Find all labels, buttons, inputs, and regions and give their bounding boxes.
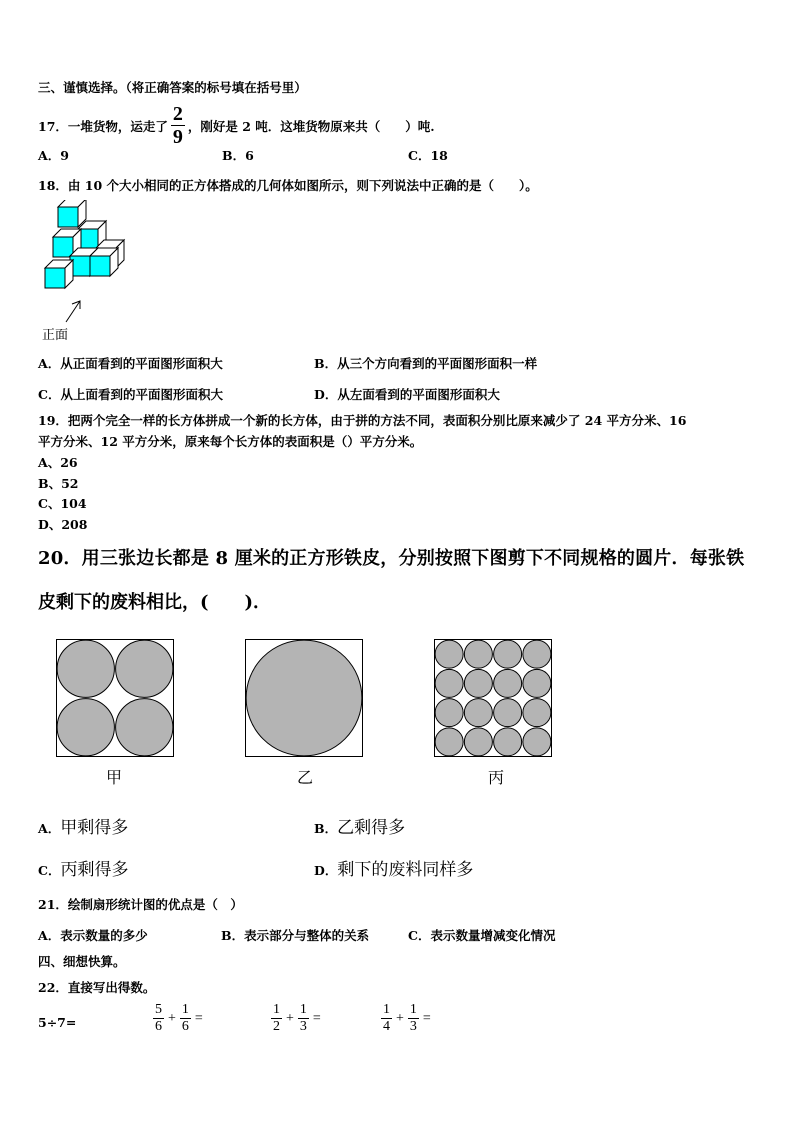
cut-circle <box>435 640 463 668</box>
q20-figure-yi <box>245 639 363 757</box>
q17-option-a: A．9 <box>38 148 69 163</box>
q20-option-a-text: 甲剩得多 <box>60 818 129 838</box>
num: 5 <box>155 1002 162 1017</box>
plus-op: + <box>168 1010 176 1026</box>
frac-5-6 <box>153 1003 164 1034</box>
den: 3 <box>299 1019 307 1034</box>
q20-figure-bing <box>434 639 552 757</box>
cut-circle <box>464 699 492 727</box>
num: 1 <box>181 1002 189 1017</box>
frac-1-3 <box>298 1003 309 1034</box>
cut-circle <box>57 699 114 756</box>
q20-label-yi: 乙 <box>297 768 314 787</box>
equals-op: = <box>194 1010 203 1026</box>
q19-option-b: B、52 <box>38 476 79 491</box>
num: 1 <box>383 1002 390 1017</box>
q17-frac-num: 2 <box>172 103 183 125</box>
cube-front-face <box>58 207 78 227</box>
q19-line2: 平方分米、12 平方分米，原来每个长方体的表面积是（）平方分米。 <box>38 434 423 449</box>
den: 2 <box>273 1019 280 1034</box>
cut-circle <box>246 640 362 756</box>
q20-option-d-text: 剩下的废料同样多 <box>337 860 474 880</box>
cube-front-face <box>45 268 65 288</box>
num: 1 <box>409 1002 417 1017</box>
den: 4 <box>383 1019 390 1034</box>
q20-option-c-text: 丙剩得多 <box>60 860 129 880</box>
q20-option-b <box>314 813 405 838</box>
cut-circle <box>435 728 463 756</box>
q17-option-b: B．6 <box>222 148 254 163</box>
den: 6 <box>155 1019 162 1034</box>
q19-line1: 19．把两个完全一样的长方体拼成一个新的长方体，由于拼的方法不同，表面积分别比原来减少了 24 平方分米、16 <box>38 413 687 428</box>
q18-option-c: C．从上面看到的平面图形面积大 <box>38 387 223 402</box>
q17-frac-den: 9 <box>172 126 183 148</box>
q20-option-c <box>38 855 128 880</box>
cut-circle <box>523 669 551 697</box>
frac-1-2 <box>271 1003 282 1034</box>
q21-option-b: B．表示部分与整体的关系 <box>221 928 370 943</box>
q18-cube-figure <box>40 200 140 325</box>
cut-circle <box>464 669 492 697</box>
q22-stem: 22．直接写出得数。 <box>38 980 156 995</box>
q18-option-d: D．从左面看到的平面图形面积大 <box>314 387 500 402</box>
frac-1-4 <box>381 1003 392 1034</box>
cut-circle <box>494 728 522 756</box>
equals-op: = <box>312 1010 321 1026</box>
num: 1 <box>299 1002 307 1017</box>
q20-figure-jia <box>56 639 174 757</box>
q19-option-d: D、208 <box>38 517 88 532</box>
den: 6 <box>181 1019 189 1034</box>
cut-circle <box>435 699 463 727</box>
cut-circle <box>57 640 114 697</box>
cut-circle <box>523 640 551 668</box>
q22-item-4 <box>378 1003 432 1034</box>
cube-front-face <box>53 237 73 257</box>
section3-title: 三、谨慎选择。（将正确答案的标号填在括号里） <box>38 80 307 95</box>
q17-pre: 17．一堆货物，运走了 <box>38 118 168 134</box>
frac-1-3 <box>408 1003 419 1034</box>
q17-post: ，刚好是 2 吨．这堆货物原来共（ ）吨. <box>187 118 435 134</box>
cut-circle <box>464 640 492 668</box>
q18-option-a: A．从正面看到的平面图形面积大 <box>38 356 223 371</box>
num: 1 <box>273 1002 280 1017</box>
q18-figure-label: 正面 <box>42 328 69 343</box>
q17-stem <box>38 104 435 147</box>
q20-label-jia: 甲 <box>106 768 123 787</box>
q18-stem: 18．由 10 个大小相同的正方体搭成的几何体如图所示，则下列说法中正确的是（ ）。 <box>38 178 538 193</box>
cut-circle <box>523 728 551 756</box>
q17-fraction <box>171 104 185 147</box>
cut-circle <box>116 640 173 697</box>
q20-option-c-letter: C． <box>38 863 61 878</box>
q21-option-a: A．表示数量的多少 <box>38 928 148 943</box>
cut-circle <box>494 640 522 668</box>
q20-option-b-letter: B． <box>314 821 338 836</box>
q21-option-c: C．表示数量增减变化情况 <box>408 928 556 943</box>
q20-option-a-letter: A． <box>38 821 61 836</box>
den: 3 <box>409 1019 417 1034</box>
cut-circle <box>116 699 173 756</box>
q21-stem: 21．绘制扇形统计图的优点是（ ） <box>38 897 243 912</box>
cut-circle <box>523 699 551 727</box>
q20-option-a <box>38 813 128 838</box>
equals-op: = <box>422 1010 431 1026</box>
cut-circle <box>494 699 522 727</box>
cut-circle <box>435 669 463 697</box>
q19-option-a: A、26 <box>38 455 78 470</box>
q20-option-d-letter: D． <box>314 863 338 878</box>
q20-line2: 皮剩下的废料相比，( )． <box>38 592 272 613</box>
q20-option-b-text: 乙剩得多 <box>337 818 406 838</box>
cut-circle <box>494 669 522 697</box>
q20-label-bing: 丙 <box>488 768 505 787</box>
q20-option-d <box>314 855 473 880</box>
q19-option-c: C、104 <box>38 496 87 511</box>
q17-option-c: C．18 <box>408 148 448 163</box>
cube-front-face <box>90 256 110 276</box>
frac-1-6 <box>180 1003 191 1034</box>
q22-item-1: 5÷7= <box>38 1015 77 1030</box>
plus-op: + <box>396 1010 404 1026</box>
q22-item-2 <box>150 1003 204 1034</box>
q20-line1: 20．用三张边长都是 8 厘米的正方形铁皮，分别按照下图剪下不同规格的圆片．每张铁 <box>38 548 745 569</box>
section4-title: 四、细想快算。 <box>38 954 126 969</box>
cut-circle <box>464 728 492 756</box>
plus-op: + <box>286 1010 294 1026</box>
q18-option-b: B．从三个方向看到的平面图形面积一样 <box>314 356 538 371</box>
q22-item-3 <box>268 1003 322 1034</box>
